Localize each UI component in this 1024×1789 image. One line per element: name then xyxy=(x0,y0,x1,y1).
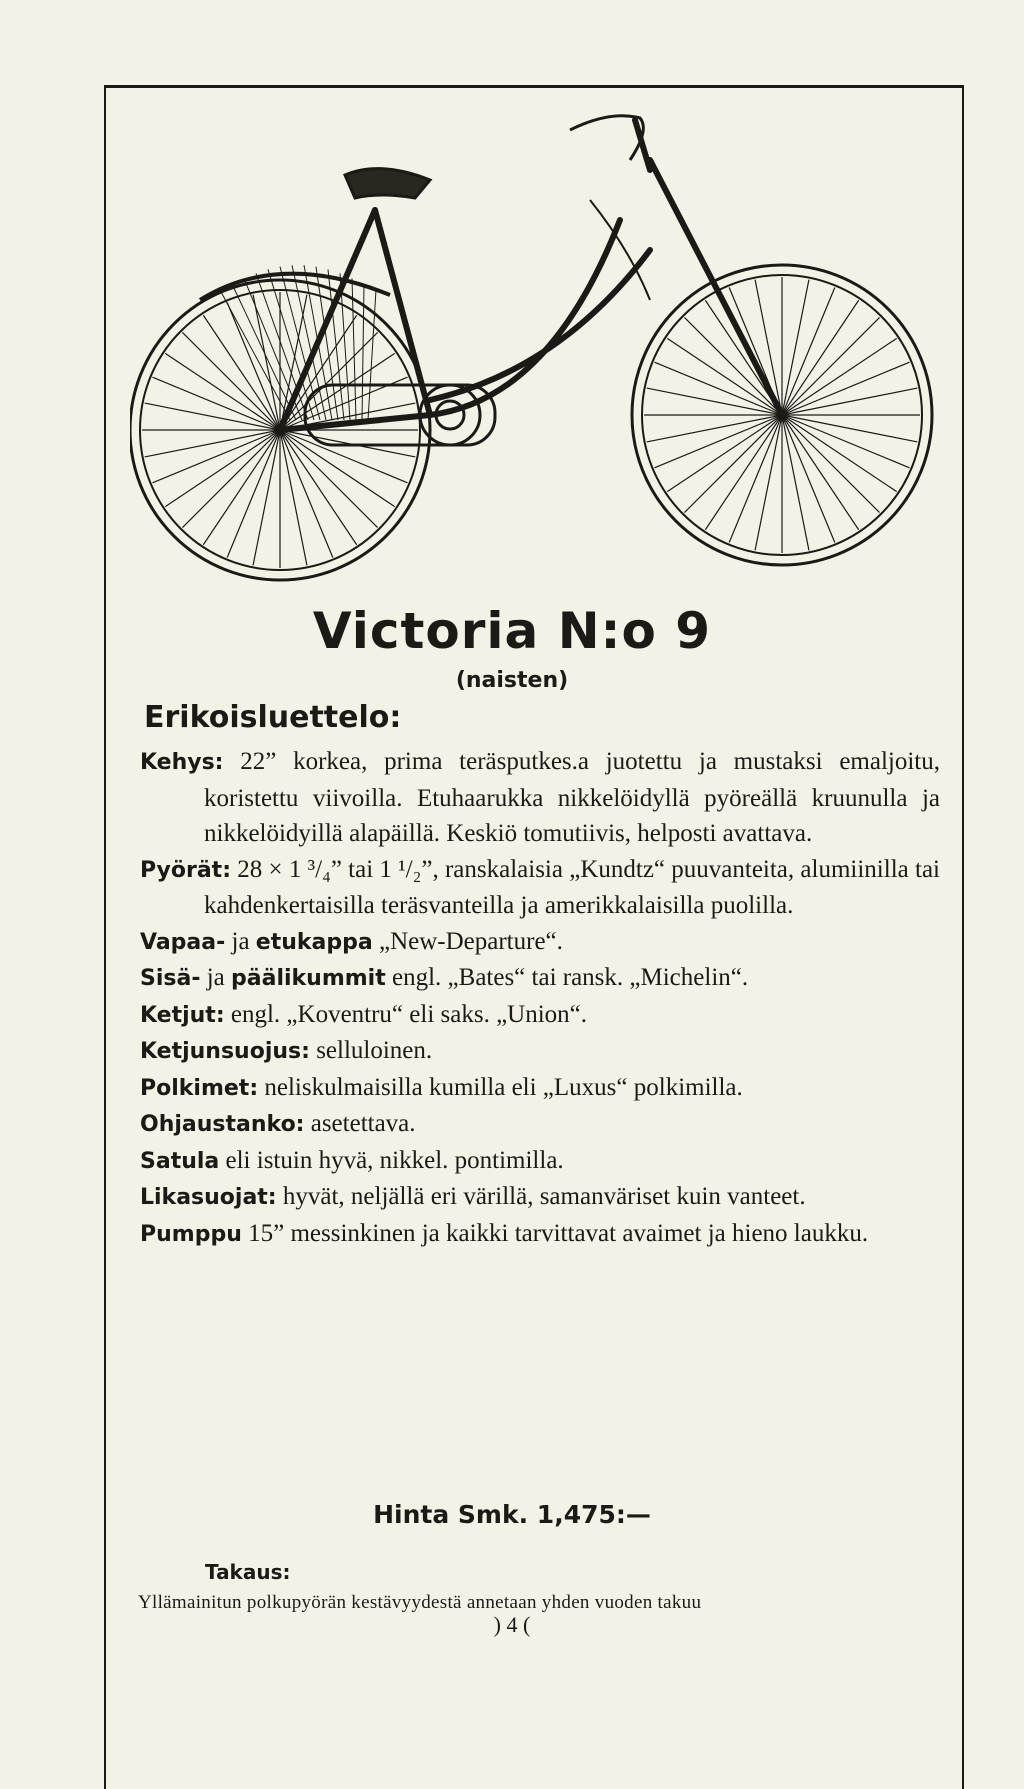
price: Hinta Smk. 1,475:— xyxy=(373,1500,651,1529)
frame-right-rule xyxy=(962,85,964,1789)
frame-top-rule xyxy=(104,85,964,88)
spec-text: ja xyxy=(200,964,232,991)
spec-wheels xyxy=(140,852,940,924)
spec-chain-guard xyxy=(140,1033,940,1070)
spec-mudguards xyxy=(140,1179,940,1216)
spec-pump xyxy=(140,1216,940,1253)
frame-left-rule xyxy=(104,85,106,1789)
spec-saddle xyxy=(140,1143,940,1180)
spec-label: Ohjaustanko: xyxy=(140,1112,305,1137)
spec-text: engl. „Koventru“ eli saks. „Union“. xyxy=(224,1000,588,1028)
spec-text: ja xyxy=(225,927,256,955)
spec-label: Satula xyxy=(140,1148,220,1174)
warranty-text: Yllämainitun polkupyörän kestävyydestä annetaan yhden vuoden takuu xyxy=(138,1592,702,1613)
spec-text: eli istuin hyvä, nikkel. pontimilla. xyxy=(219,1146,564,1174)
product-subtitle: (naisten) xyxy=(455,668,569,693)
page-number: ) 4 ( xyxy=(493,1612,531,1637)
spec-text: neliskulmaisilla kumilla eli „Luxus“ polkimilla. xyxy=(258,1073,743,1101)
spec-chains xyxy=(140,997,940,1034)
spec-text: 22” korkea, prima teräsputkes.a juotettu ja mustaksi emaljoitu, koristettu viivoilla. Etuhaarukka nikkelöidyllä pyöreällä kruunulla ja nikkelöidyillä alapäillä. Keskiö tomutiivis, helposti avattava. xyxy=(204,748,940,847)
spec-label: Polkimet: xyxy=(140,1075,259,1101)
spec-text: engl. „Bates“ tai ransk. „Michelin“. xyxy=(385,964,749,991)
spec-text: „New-Departure“. xyxy=(372,927,563,955)
spec-list xyxy=(140,744,940,1252)
spec-text: 15” messinkinen ja kaikki tarvittavat avaimet ja hieno laukku. xyxy=(241,1219,869,1247)
warranty-label: Takaus: xyxy=(205,1560,291,1584)
spec-text: asetettava. xyxy=(304,1110,416,1137)
product-title: Victoria N:o 9 xyxy=(312,602,712,660)
spec-label: päälikummit xyxy=(231,966,386,991)
spec-text: hyvät, neljällä eri värillä, samanväriset kuin vanteet. xyxy=(276,1183,806,1210)
spec-label: Likasuojat: xyxy=(140,1185,277,1210)
spec-label: Vapaa- xyxy=(140,929,226,955)
spec-label: Ketjut: xyxy=(140,1002,225,1028)
spec-text: selluloinen. xyxy=(309,1037,433,1064)
spec-tires xyxy=(140,960,940,997)
spec-pedals xyxy=(140,1070,940,1107)
bicycle-illustration xyxy=(130,100,940,600)
spec-frame xyxy=(140,744,940,852)
spec-label: Ketjunsuojus: xyxy=(140,1039,310,1064)
spec-text: 28 × 1 ³/₄” tai 1 ¹/₂”, ranskalaisia „Kundtz“ puuvanteita, alumiinilla tai kahdenkertaisilla teräsvanteilla ja amerikkalaisilla puolilla. xyxy=(204,855,940,919)
spec-freewheel xyxy=(140,924,940,961)
spec-handlebar xyxy=(140,1106,940,1143)
spec-list-heading: Erikoisluettelo: xyxy=(144,700,402,735)
spec-label: Sisä- xyxy=(140,966,201,991)
spec-label: Kehys: xyxy=(140,750,224,775)
spec-label: etukappa xyxy=(255,929,373,955)
spec-label: Pumppu xyxy=(140,1221,242,1247)
spec-label: Pyörät: xyxy=(140,857,231,883)
